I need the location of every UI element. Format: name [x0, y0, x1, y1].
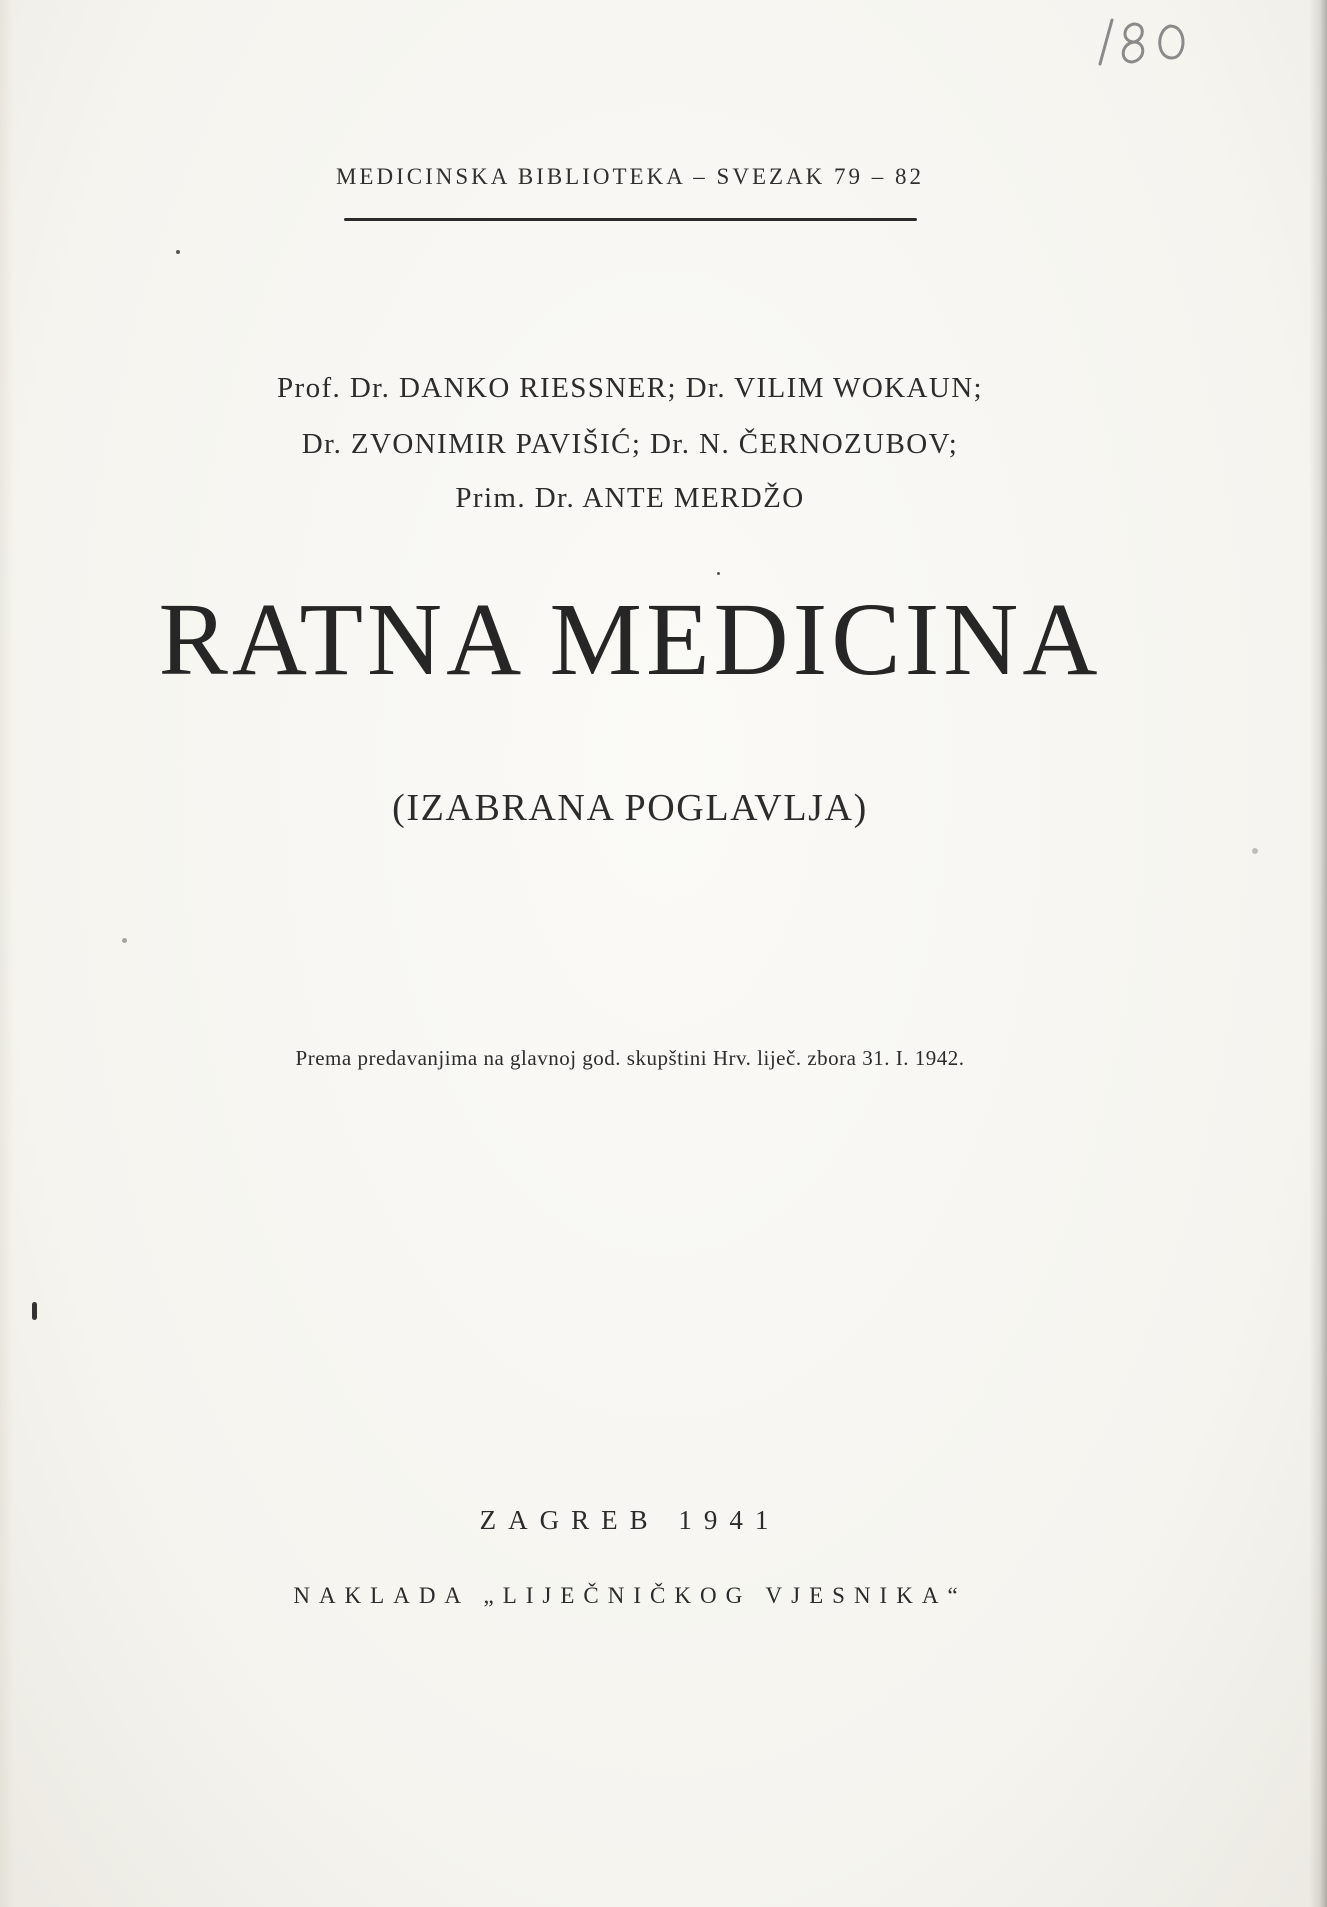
book-subtitle: (IZABRANA POGLAVLJA) — [392, 787, 868, 829]
handwritten-note — [1082, 12, 1222, 72]
place-year: ZAGREB 1941 — [479, 1505, 781, 1535]
divider-rule — [344, 218, 917, 221]
authors-line-3: Prim. Dr. ANTE MERDŽO — [455, 482, 805, 514]
authors-line-2: Dr. ZVONIMIR PAVIŠIĆ; Dr. N. ČERNOZUBOV; — [301, 428, 959, 460]
publisher: NAKLADA „LIJEČNIČKOG VJESNIKA“ — [293, 1583, 967, 1608]
paper-speck — [32, 1302, 37, 1320]
book-title: RATNA MEDICINA — [158, 582, 1102, 697]
paper-speck — [1252, 848, 1258, 854]
lecture-note: Prema predavanjima na glavnoj god. skupštini Hrv. liječ. zbora 31. I. 1942. — [295, 1046, 965, 1070]
paper-speck — [122, 938, 127, 943]
paper-speck — [176, 250, 180, 254]
paper-speck — [717, 572, 720, 575]
page-edge-left — [0, 0, 14, 1907]
authors-line-1: Prof. Dr. DANKO RIESSNER; Dr. VILIM WOKAUN; — [277, 372, 983, 404]
series-title: MEDICINSKA BIBLIOTEKA – SVEZAK 79 – 82 — [335, 164, 925, 189]
page-edge-right — [1309, 0, 1327, 1907]
